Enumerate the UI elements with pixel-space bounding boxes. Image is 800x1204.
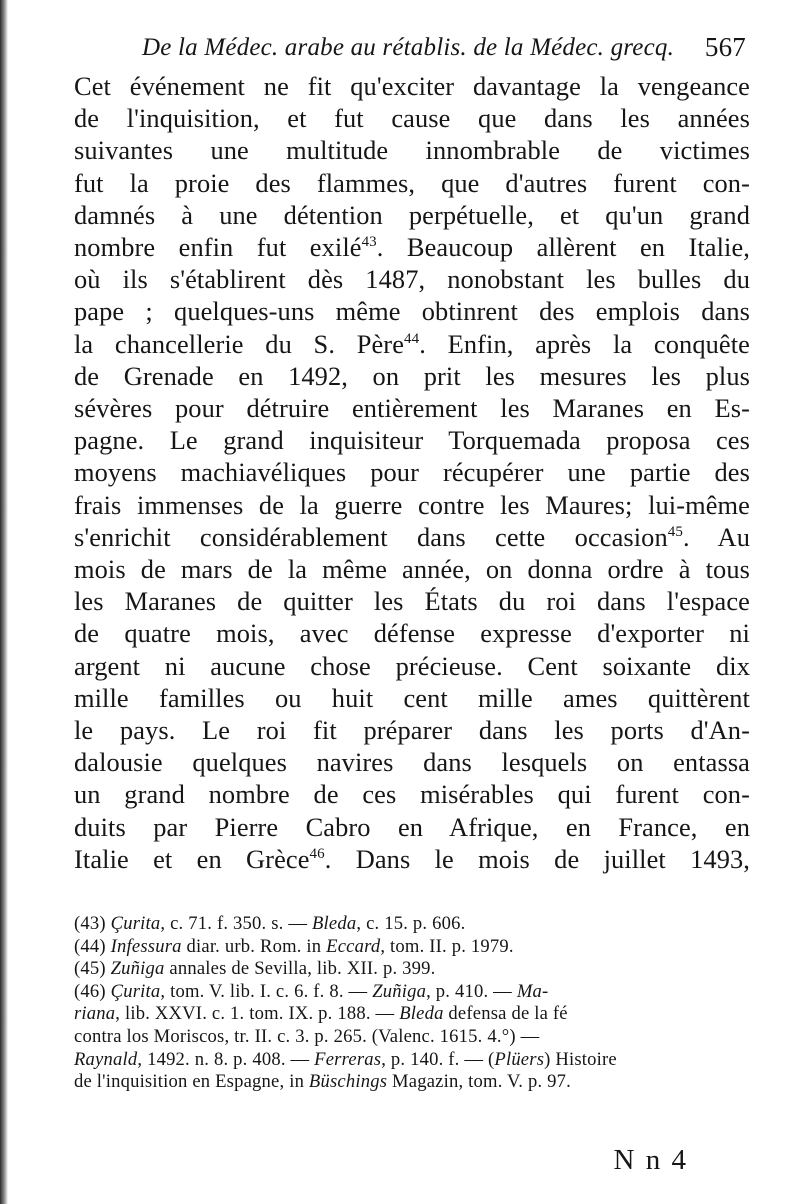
footnote-text: Magazin, tom. V. p. 97. [387,1071,572,1093]
footnote-line: contra los Moriscos, tr. II. c. 3. p. 265. (Valenc. 1615. 4.°) — [74,1026,540,1048]
body-line: de l'inquisition, et fut cause que dans les années [74,103,750,134]
footnote-line [74,1049,754,1072]
body-line [74,231,750,263]
footnote-text: , lib. XXVI. c. 1. tom. IX. p. 188. — [115,1003,400,1025]
footnote-text: , 1492. n. 8. p. 408. — [137,1048,315,1070]
footnote-line [74,1071,754,1094]
footnote-text: , p. 410. — [426,980,517,1002]
body-line: pape ; quelques-uns même obtinrent des emplois dans [74,296,750,327]
footnote-number: (45) [74,958,106,980]
footnote-text: , c. 71. f. 350. s. — [160,913,312,935]
body-line: un grand nombre de ces misérables qui furent con- [74,779,750,810]
footnote-ref-44: 44 [404,330,420,347]
footnote-author: Zuñiga [110,958,165,980]
body-line: frais immenses de la guerre contre les Maures; lui-même [74,489,750,520]
body-text-segment: s'enrichit considérablement dans cette occasion [74,521,668,552]
footnote-43 [74,913,754,936]
footnote-number: (44) [74,935,106,957]
footnote-text: , tom. II. p. 1979. [380,935,514,957]
footnote-text: diar. urb. Rom. in [181,935,327,957]
body-text-segment: . Enfin, après la conquête [419,328,750,359]
body-line: Cet événement ne fit qu'exciter davantage la vengeance [74,71,750,101]
footnote-text: ) Histoire [544,1048,617,1070]
running-head [74,30,754,70]
body-line: damnés à une détention perpétuelle, et qu'un grand [74,199,750,230]
body-line: argent ni aucune chose précieuse. Cent soixante dix [74,650,750,681]
page-number: 567 [704,32,746,62]
footnote-author: Çurita [110,913,161,935]
body-line: moyens machiavéliques pour récupérer une partie des [74,457,750,488]
footnote-author: riana [74,1003,116,1025]
body-line: duits par Pierre Cabro en Afrique, en France, en [74,811,750,842]
body-line: de Grenade en 1492, on prit les mesures les plus [74,360,750,391]
body-text-segment: . Au [682,521,750,552]
body-text-segment: la chancellerie du S. Père [74,328,405,359]
footnote-line [74,1003,754,1026]
footnote-46 [74,981,754,1094]
body-line: de quatre mois, avec défense expresse d'exporter ni [74,618,750,649]
footnote-author: Ma- [516,980,549,1002]
footnote-ref-45: 45 [667,524,683,541]
footnote-text: , p. 140. f. — ( [381,1048,495,1070]
running-title: De la Médec. arabe au rétablis. de la Médec. grecq. [142,34,675,61]
printer-signature-mark: N n 4 [613,1144,688,1176]
footnote-line [74,981,754,1004]
footnote-author: Çurita [110,980,161,1002]
body-text [74,70,754,875]
footnote-author: Ferreras [314,1048,382,1070]
footnote-text: , c. 15. p. 606. [356,913,466,935]
footnote-author: Bleda [399,1003,444,1025]
body-text-segment: . Dans le mois de juillet 1493, [324,843,750,874]
footnote-author: Raynald [74,1048,138,1070]
footnote-author: Bleda [312,913,357,935]
body-line: le pays. Le roi fit préparer dans les ports d'An- [74,715,750,746]
body-line: pagne. Le grand inquisiteur Torquemada proposa ces [74,425,750,456]
body-text-segment: Italie et en Grèce [74,843,310,874]
body-line [74,521,750,553]
footnote-text: annales de Sevilla, lib. XII. p. 399. [164,958,436,980]
body-line: mille familles ou huit cent mille ames quittèrent [74,682,750,713]
footnote-author: Plüers [494,1048,545,1070]
footnote-number: (43) [74,913,106,935]
body-line: fut la proie des flammes, que d'autres furent con- [74,167,750,198]
footnote-44 [74,936,754,959]
footnote-author: Infessura [110,935,182,957]
footnote-author: Zuñiga [372,980,427,1002]
footnotes [74,913,754,1094]
body-line: suivantes une multitude innombrable de victimes [74,135,750,166]
body-line: les Maranes de quitter les États du roi dans l'espace [74,586,750,617]
body-line [74,328,750,360]
footnote-text: de l'inquisition en Espagne, in [74,1071,309,1093]
body-line: dalousie quelques navires dans lesquels on entassa [74,747,750,778]
footnote-ref-46: 46 [309,846,325,863]
footnote-text: defensa de la fé [443,1003,568,1025]
scan-edge-shadow [0,0,8,1204]
footnote-text: , tom. V. lib. I. c. 6. f. 8. — [160,980,373,1002]
footnote-number: (46) [74,980,106,1002]
footnote-author: Büschings [308,1071,388,1093]
book-page [74,30,754,1094]
footnote-ref-43: 43 [361,234,377,251]
body-line: sévères pour détruire entièrement les Maranes en Es- [74,393,750,424]
body-line: où ils s'établirent dès 1487, nonobstant les bulles du [74,264,750,295]
body-text-segment: nombre enfin fut exilé [74,232,362,263]
body-line: mois de mars de la même année, on donna ordre à tous [74,554,750,585]
footnote-45 [74,958,754,981]
footnote-author: Eccard [326,935,381,957]
body-text-segment: . Beaucoup allèrent en Italie, [376,232,750,263]
body-line [74,843,750,875]
